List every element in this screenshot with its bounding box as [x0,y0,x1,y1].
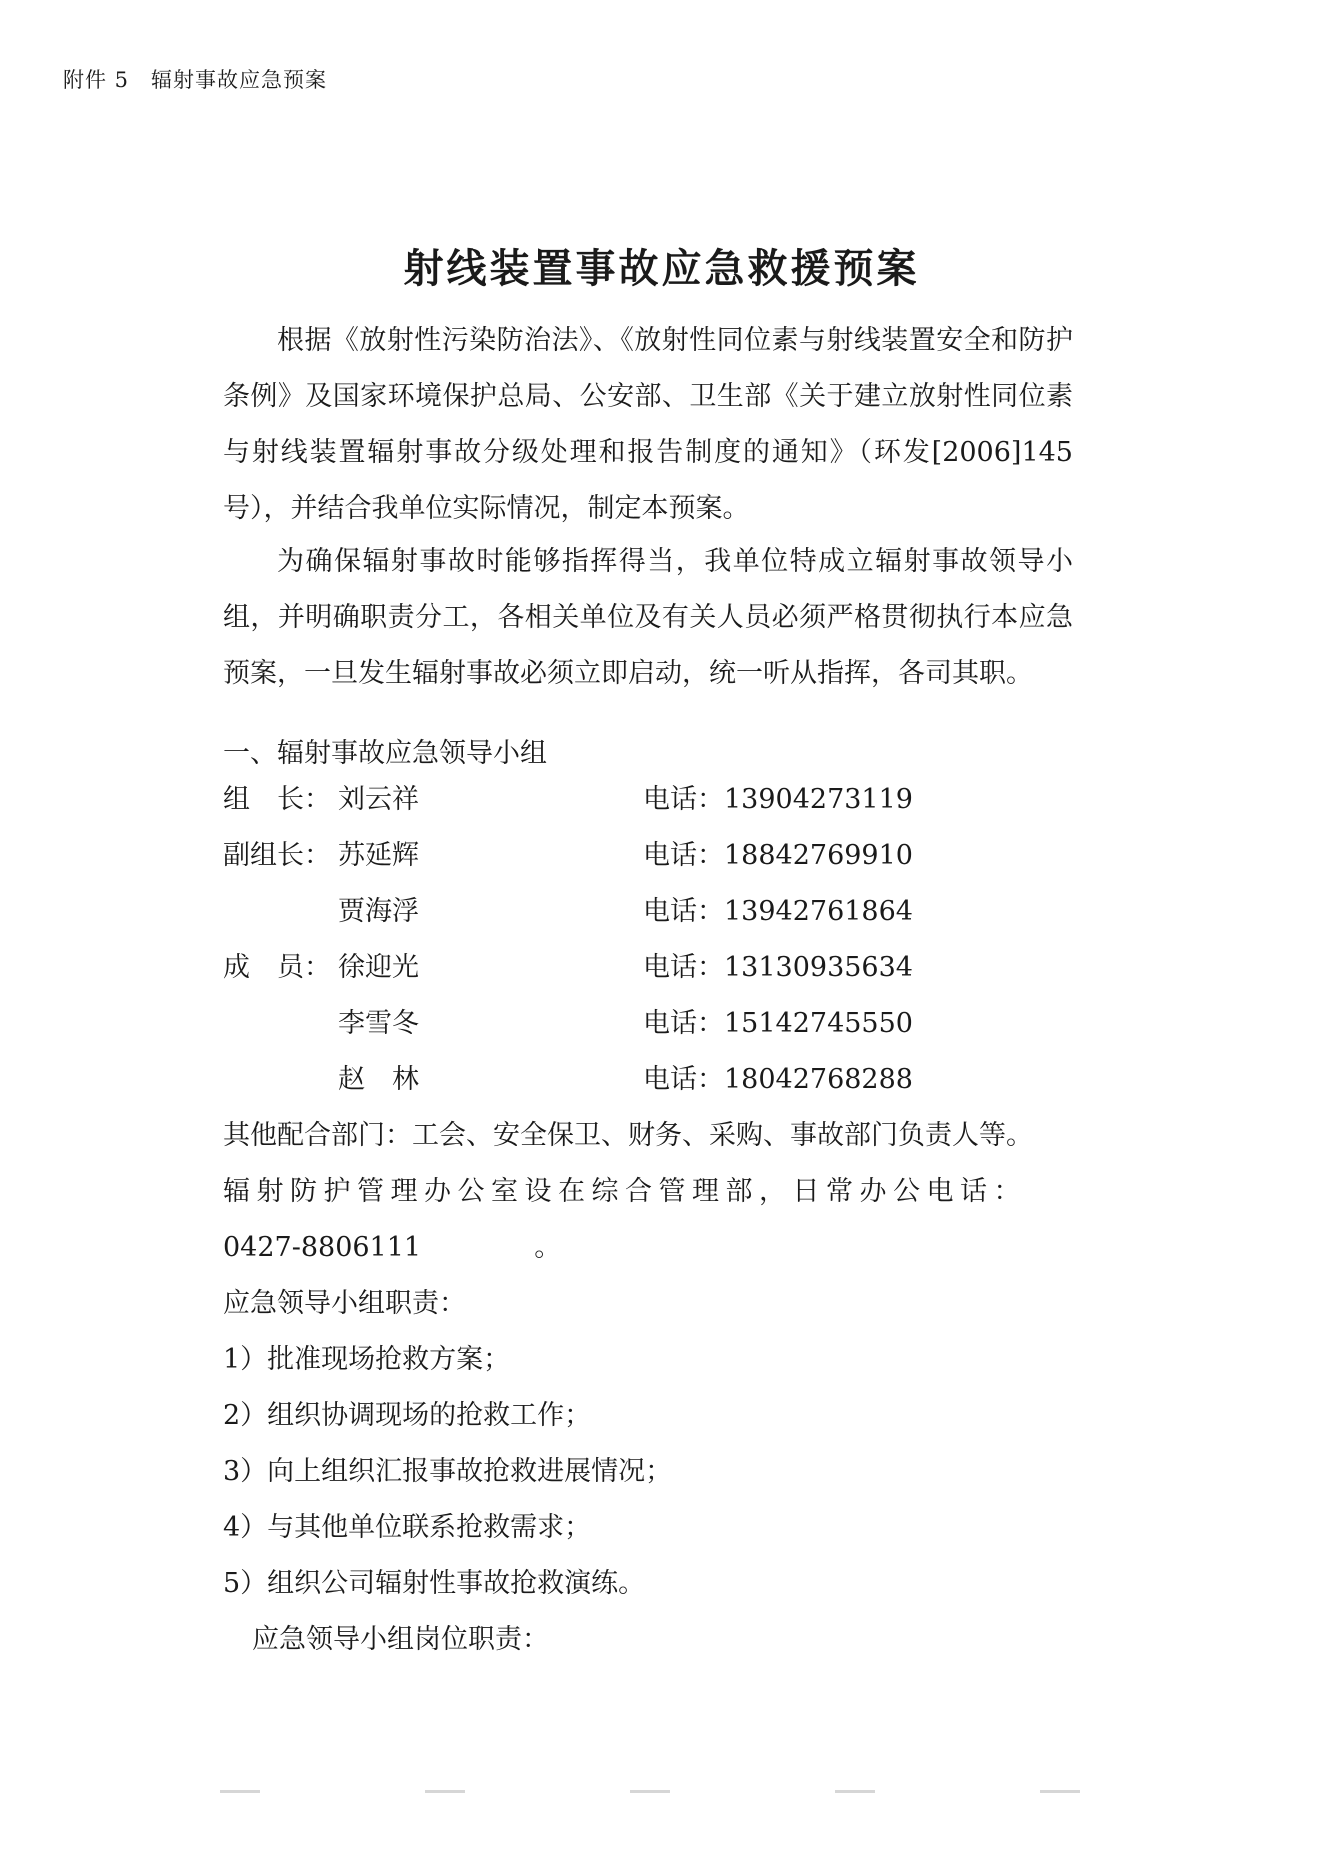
contact-row [223,996,1073,1052]
scan-mark [835,1790,875,1793]
scan-mark [630,1790,670,1793]
document-title: 射线装置事故应急救援预案 [403,245,920,292]
office-location-text: 辐射防护管理办公室设在综合管理部，日常办公电话： [223,1176,1027,1207]
duty-item: 2）组织协调现场的抢救工作； [223,1400,592,1431]
contact-name: 刘云祥 [338,784,419,815]
section-heading-leadership-group: 一、辐射事故应急领导小组 [223,738,547,769]
post-duties-heading: 应急领导小组岗位职责： [252,1624,549,1655]
paragraph-purpose: 为确保辐射事故时能够指挥得当，我单位特成立辐射事故领导小组，并明确职责分工，各相关单位及有关人员必须严格贯彻执行本应急预案，一旦发生辐射事故必须立即启动，统一听从指挥，各司其职。 [223,546,1073,689]
other-departments-text: 其他配合部门：工会、安全保卫、财务、采购、事故部门负责人等。 [223,1120,1033,1151]
duty-item: 3）向上组织汇报事故抢救进展情况； [223,1456,673,1487]
contact-phone: 电话：13942761864 [643,896,913,927]
duty-item: 1）批准现场抢救方案； [223,1344,511,1375]
attachment-label: 附件 5 辐射事故应急预案 [63,68,328,92]
scan-mark [220,1790,260,1793]
contact-name: 贾海浮 [338,896,419,927]
contact-phone: 电话：18042768288 [643,1064,913,1095]
contact-name: 赵 林 [338,1064,419,1095]
contact-role: 组 长： [223,784,331,815]
contact-row [223,1052,1073,1108]
scan-mark [425,1790,465,1793]
contact-phone: 电话：15142745550 [643,1008,913,1039]
scan-mark [1040,1790,1080,1793]
contact-role: 成 员： [223,952,331,983]
contact-phone: 电话：18842769910 [643,840,913,871]
contact-name: 李雪冬 [338,1008,419,1039]
office-phone: 0427-8806111 [223,1232,422,1263]
contact-phone: 电话：13130935634 [643,952,913,983]
office-phone-period: 。 [534,1232,562,1263]
contact-name: 徐迎光 [338,952,419,983]
contact-row [223,884,1073,940]
contact-name: 苏延辉 [338,840,419,871]
contact-row [223,772,1073,828]
contact-row [223,940,1073,996]
paragraph-basis: 根据《放射性污染防治法》、《放射性同位素与射线装置安全和防护条例》及国家环境保护总局、公安部、卫生部《关于建立放射性同位素与射线装置辐射事故分级处理和报告制度的通知》（环发[2006]145 号），并结合我单位实际情况，制定本预案。 [223,325,1073,524]
contact-row [223,828,1073,884]
contact-phone: 电话：13904273119 [643,784,913,815]
duty-item: 5）组织公司辐射性事故抢救演练。 [223,1568,646,1599]
scan-footer-marks [220,1790,1080,1796]
duty-item: 4）与其他单位联系抢救需求； [223,1512,592,1543]
contact-role: 副组长： [223,840,331,871]
office-phone-line [223,1220,561,1276]
duties-heading: 应急领导小组职责： [223,1288,466,1319]
